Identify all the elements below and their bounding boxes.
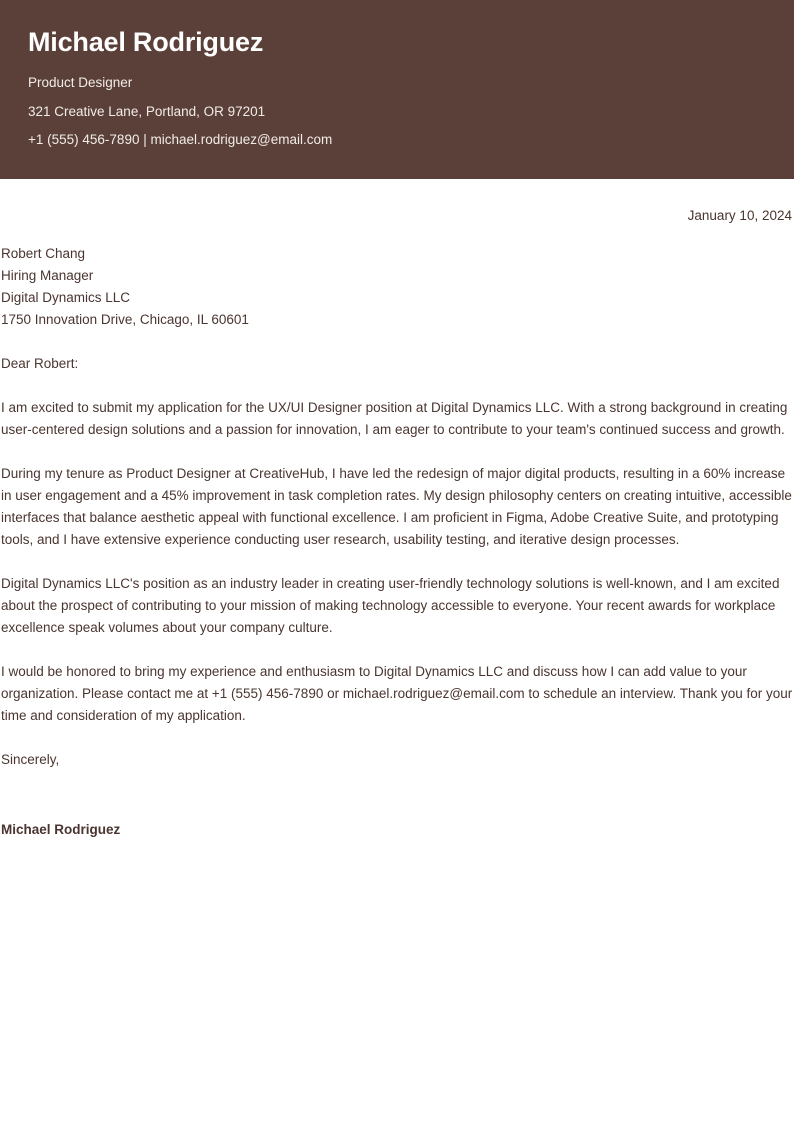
applicant-name: Michael Rodriguez (28, 27, 264, 57)
letter-paragraphs (1, 375, 793, 727)
body-paragraph-2: During my tenure as Product Designer at CreativeHub, I have led the redesign of major digital products, resulting in a 60% increase in user engagement and a 45% improvement in task completion rates. My design philosophy centers on creating intuitive, accessible interfaces that balance aesthetic appeal with functional excellence. I am proficient in Figma, Adobe Creative Suite, and prototyping tools, and I have extensive experience conducting user research, usability testing, and iterative design processes. (1, 466, 792, 548)
applicant-job-title: Product Designer (28, 75, 133, 91)
letter-header (0, 0, 794, 179)
recipient-name: Robert Chang (1, 246, 86, 262)
recipient-company: Digital Dynamics LLC (1, 290, 131, 306)
recipient-block (1, 227, 793, 331)
applicant-contact: +1 (555) 456-7890 | michael.rodriguez@email.com (28, 131, 333, 147)
body-paragraph-1: I am excited to submit my application for the UX/UI Designer position at Digital Dynamics LLC. With a strong background in creating user-centered design solutions and a passion for innovation, I am eager to contribute to your team's continued success and growth. (1, 400, 788, 438)
letter-date: January 10, 2024 (687, 208, 792, 224)
body-paragraph-4: I would be honored to bring my experience and enthusiasm to Digital Dynamics LLC and discuss how I can add value to your organization. Please contact me at +1 (555) 456-7890 or michael.rodriguez@email.com to schedule an interview. Thank you for your time and consideration of my application. (1, 664, 793, 724)
signature-name: Michael Rodriguez (1, 822, 121, 838)
recipient-title: Hiring Manager (1, 268, 94, 284)
letter-body (0, 179, 794, 841)
applicant-address: 321 Creative Lane, Portland, OR 97201 (28, 103, 266, 119)
salutation: Dear Robert: (1, 356, 79, 372)
body-paragraph-3: Digital Dynamics LLC's position as an industry leader in creating user-friendly technology solutions is well-known, and I am excited about the prospect of contributing to your mission of making technology accessible to everyone. Your recent awards for workplace excellence speak volumes about your company culture. (1, 576, 780, 636)
recipient-address: 1750 Innovation Drive, Chicago, IL 60601 (1, 312, 249, 328)
closing-salutation: Sincerely, (1, 752, 60, 768)
